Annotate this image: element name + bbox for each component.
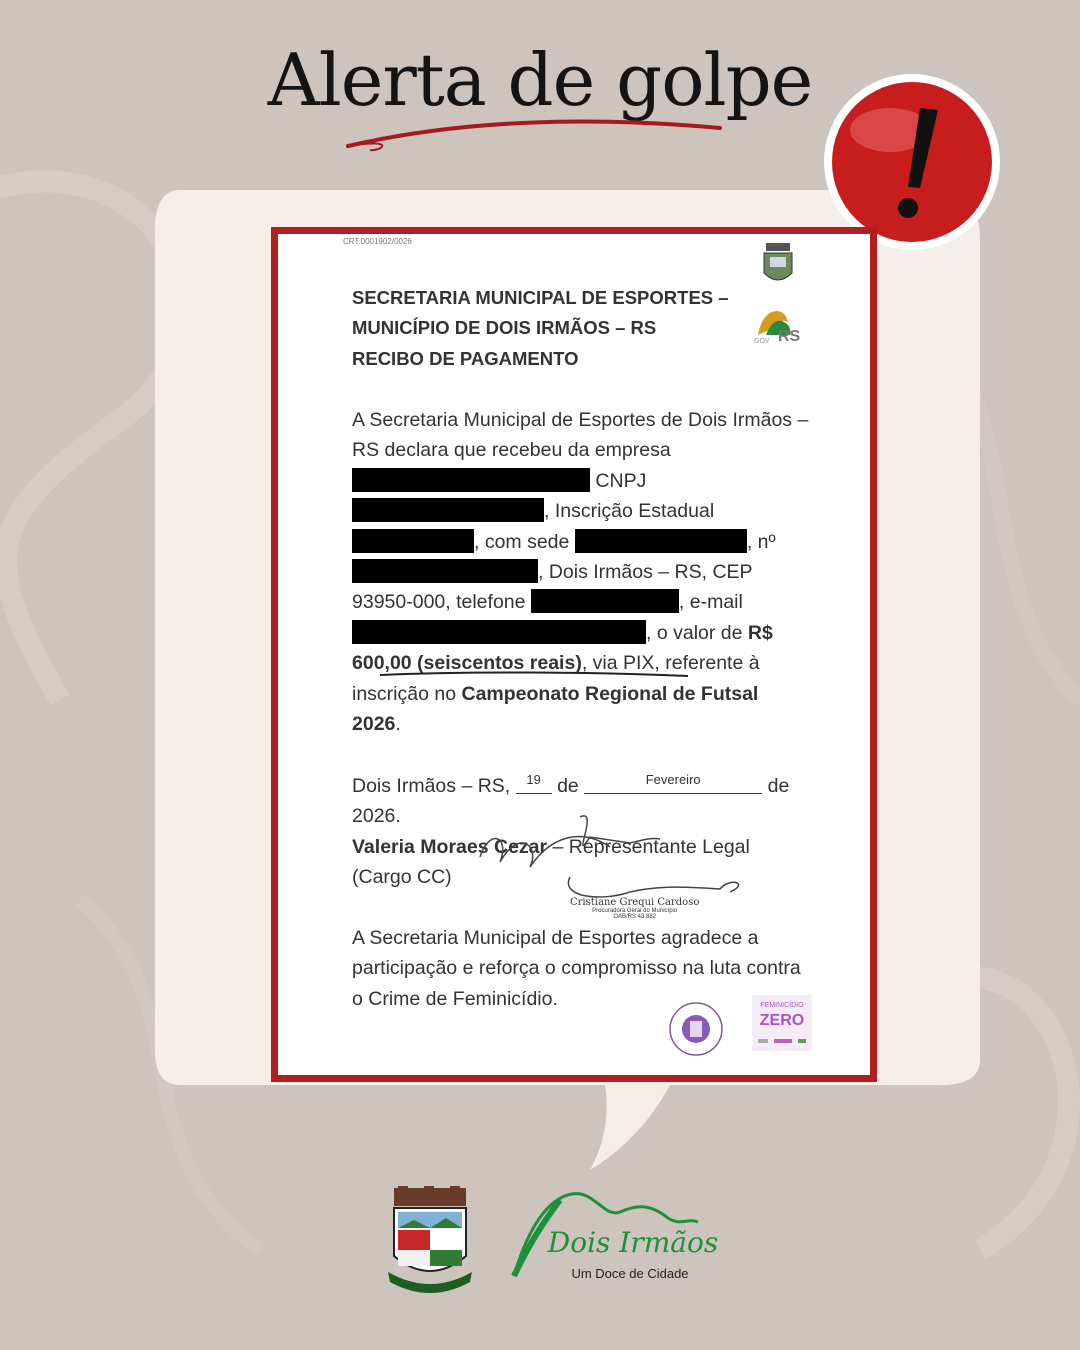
redacted-ie — [352, 529, 474, 553]
redacted-company — [352, 468, 590, 492]
svg-text:GOV: GOV — [754, 338, 770, 345]
mulheres-vivas-seal — [668, 1001, 724, 1057]
redacted-email — [352, 620, 646, 644]
payment-amount: R$ 600,00 (seiscentos reais) — [352, 621, 773, 675]
official-stamp: Cristiane Grequi Cardoso Procuradora Geral do Município OAB/RS 43.882 — [570, 897, 700, 920]
signer-name: Valeria Moraes Cezar — [352, 835, 548, 858]
document-header — [352, 283, 752, 374]
dois-irmaos-crest-icon — [384, 1186, 476, 1298]
event-name: Campeonato Regional de Futsal 2026 — [352, 682, 759, 736]
closing-paragraph: A Secretaria Municipal de Esportes agradece a participação e reforça o compromisso na luta contra o Crime de Feminicídio. — [352, 927, 801, 1010]
feminicidio-zero-logo — [752, 995, 812, 1056]
month-blank: Fevereiro — [584, 773, 762, 794]
date-and-signer: Dois Irmãos – RS, 19 de Fevereiro de 2026. Valeria Moraes Cezar – Representante Legal (Cargo CC) — [352, 772, 790, 889]
municipal-crest-icon — [760, 243, 796, 287]
redacted-phone — [531, 589, 679, 613]
day-blank: 19 — [516, 773, 552, 794]
handwritten-underline — [352, 669, 692, 683]
svg-text:FEMINICÍDIO: FEMINICÍDIO — [760, 1002, 804, 1009]
header-line-1: SECRETARIA MUNICIPAL DE ESPORTES – — [352, 287, 729, 308]
receipt-document — [280, 237, 868, 1069]
header-line-3: RECIBO DE PAGAMENTO — [352, 347, 579, 369]
svg-text:RS: RS — [778, 328, 801, 345]
redacted-address — [575, 529, 747, 553]
svg-text:ZERO: ZERO — [759, 1012, 805, 1029]
title-underline — [340, 118, 740, 158]
document-reference: CRT.0001902/0026 — [343, 237, 412, 246]
page-title: Alerta de golpe — [267, 38, 813, 122]
footer-tagline: Um Doce de Cidade — [571, 1266, 689, 1281]
redacted-number — [352, 559, 538, 583]
gov-rs-logo — [752, 305, 802, 350]
header-line-2: MUNICÍPIO DE DOIS IRMÃOS – RS — [352, 317, 657, 339]
footer-brand-name: Dois Irmãos — [547, 1226, 719, 1259]
receipt-body: A Secretaria Municipal de Esportes de Dois Irmãos – RS declara que recebeu da empresa CNPJ , Inscrição Estadual , com sede , nº , Dois Irmãos – RS, CEP 93950-000, telefone , e-mail , o valor de R$ 600,00 (seiscentos reais), via PIX, referente à inscrição no Campeonato Regional de Futsal 2026. — [352, 409, 809, 736]
redacted-cnpj — [352, 498, 544, 522]
